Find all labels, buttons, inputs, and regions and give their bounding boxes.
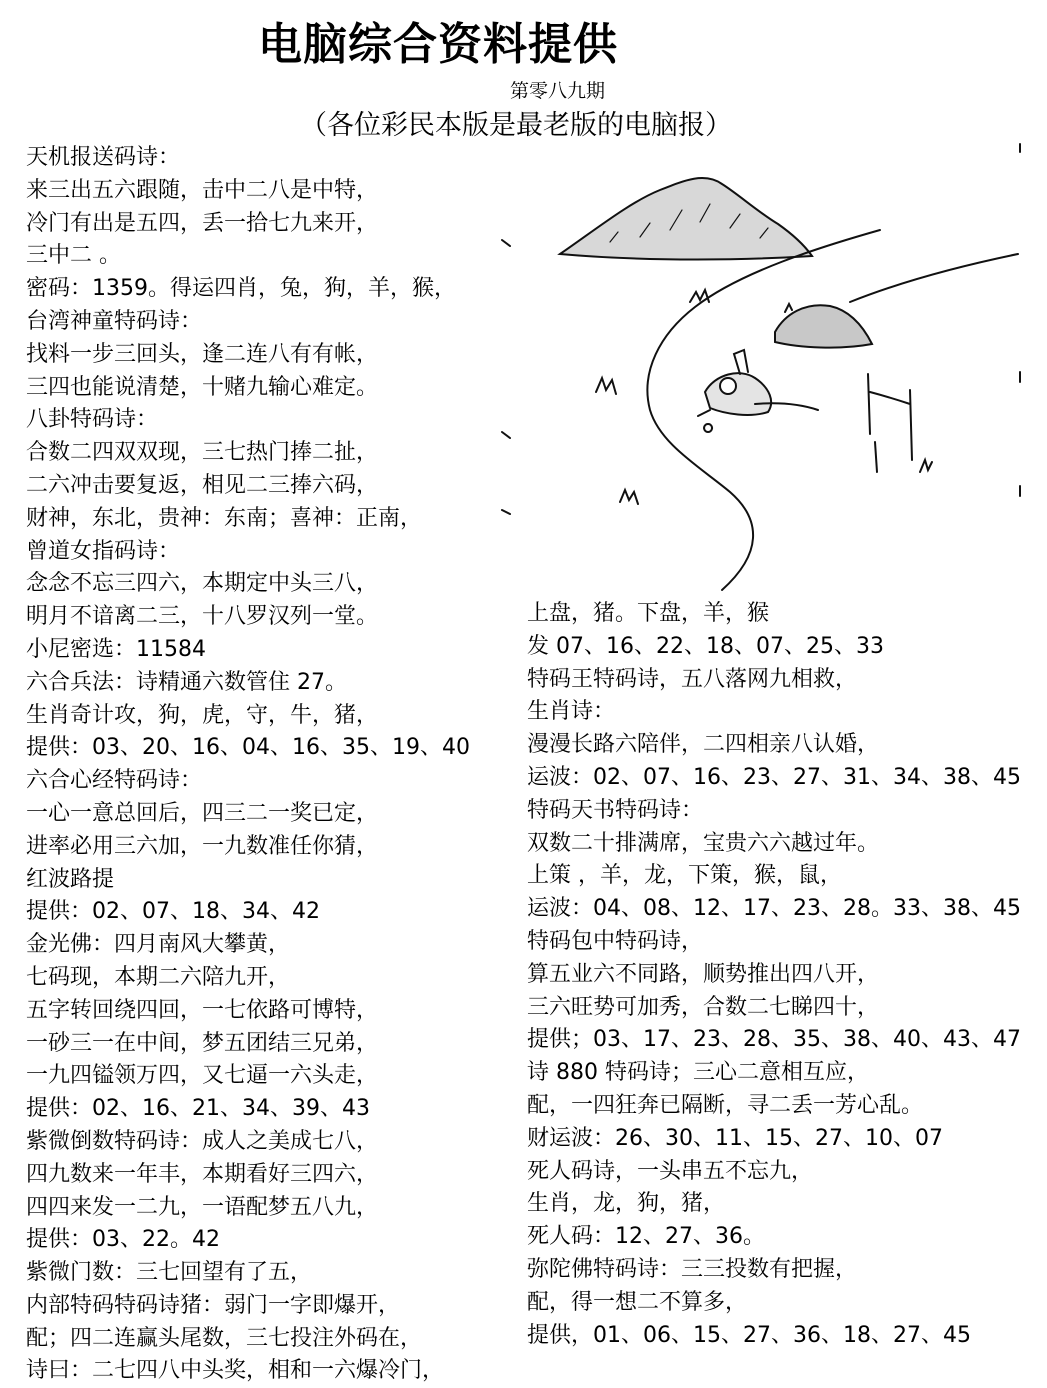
text-line: 提供；03、17、23、28、35、38、40、43、47 (527, 1027, 1021, 1053)
text-line: 六合兵法：诗精通六数管住 27。 (26, 669, 347, 695)
text-line: 台湾神童特码诗： (26, 308, 203, 334)
text-line: 财神，东北，贵神：东南；喜神：正南， (26, 505, 423, 531)
text-line: 七码现，本期二六陪九开， (26, 964, 291, 990)
text-line: 财运波：26、30、11、15、27、10、07 (527, 1125, 943, 1151)
text-line: 配，得一想二不算多， (527, 1289, 748, 1315)
page-subtitle: （各位彩民本版是最老版的电脑报） (300, 110, 732, 141)
text-line: 六合心经特码诗： (26, 768, 203, 794)
text-line: 二六冲击要复返，相见二三捧六码， (26, 472, 379, 498)
text-line: 提供：02、16、21、34、39、43 (26, 1096, 370, 1122)
text-line: 上盘，猪。下盘，羊，猴 (527, 601, 770, 626)
text-line: 天机报送码诗： (26, 145, 181, 170)
page-title: 电脑综合资料提供 (258, 19, 618, 70)
text-line: 五字转回绕四回，一七依路可博特， (26, 997, 379, 1023)
text-line: 配；四二连赢头尾数，三七投注外码在， (26, 1325, 423, 1351)
text-line: 诗 880 特码诗；三心二意相互应， (527, 1060, 869, 1086)
text-line: 明月不谙离二三，十八罗汉列一堂。 (26, 604, 379, 630)
right-text-column (527, 598, 1027, 1352)
text-line: 八卦特码诗： (26, 407, 159, 433)
text-line: 念念不忘三四六，本期定中头三八， (26, 571, 379, 597)
text-line: 一砂三一在中间，梦五团结三兄弟， (26, 1030, 379, 1056)
text-line: 死人码诗，一头串五不忘九， (527, 1158, 814, 1184)
text-line: 四四来发一二九，一语配梦五八九， (26, 1194, 379, 1220)
text-line: 生肖诗： (527, 699, 616, 725)
text-line: 双数二十排满席，宝贵六六越过年。 (527, 830, 880, 856)
road-landscape-illustration (500, 142, 1025, 592)
text-line: 冷门有出是五四，丢一拾七九来开， (26, 210, 379, 236)
text-line: 密码：1359。得运四肖，兔，狗，羊，猴， (26, 276, 456, 302)
text-line: 紫微倒数特码诗：成人之美成七八， (26, 1128, 379, 1154)
text-line: 发 07、16、22、18、07、25、33 (527, 633, 884, 659)
text-line: 进率必用三六加，一九数准任你猜， (26, 833, 379, 859)
text-line: 曾道女指码诗： (26, 538, 181, 564)
text-line: 特码王特码诗，五八落网九相救， (527, 666, 858, 692)
text-line: 内部特码特码诗猪：弱门一字即爆开， (26, 1292, 401, 1318)
issue-number: 第零八九期 (510, 80, 606, 102)
text-line: 提供：03、22。42 (26, 1227, 220, 1253)
text-line: 三六旺势可加秀，合数二七睇四十， (527, 994, 880, 1020)
text-line: 红波路提 (26, 866, 115, 892)
text-line: 生肖，龙，狗，猪， (527, 1191, 726, 1217)
text-line: 弥陀佛特码诗：三三投数有把握， (527, 1256, 858, 1282)
text-line: 死人码：12、27、36。 (527, 1224, 765, 1250)
text-line: 漫漫长路六陪伴，二四相亲八认婚， (527, 732, 880, 758)
text-line: 三四也能说清楚，十赌九输心难定。 (26, 374, 379, 400)
left-text-column (26, 142, 496, 1388)
text-line: 提供：03、20、16、04、16、35、19、40 (26, 735, 470, 761)
text-line: 提供：02、07、18、34、42 (26, 899, 320, 925)
text-line: 合数二四双双现，三七热门捧二扯， (26, 440, 379, 466)
text-line: 诗曰：二七四八中头奖，相和一六爆冷门， (26, 1358, 445, 1384)
text-line: 算五业六不同路，顺势推出四八开， (527, 961, 880, 987)
text-line: 一心一意总回后，四三二一奖已定， (26, 800, 379, 826)
text-line: 三中二 。 (26, 243, 121, 269)
text-line: 来三出五六跟随，击中二八是中特， (26, 177, 379, 203)
text-line: 特码包中特码诗， (527, 928, 704, 954)
text-line: 生肖奇计攻，狗，虎，守，牛，猪， (26, 702, 379, 728)
text-line: 运波：04、08、12、17、23、28。33、38、45 (527, 896, 1021, 922)
text-line: 一九四镒领万四，又七逼一六头走， (26, 1063, 379, 1089)
text-line: 金光佛：四月南风大攀黄， (26, 932, 291, 958)
text-line: 运波：02、07、16、23、27、31、34、38、45 (527, 764, 1021, 790)
text-line: 配，一四狂奔已隔断，寻二丢一芳心乱。 (527, 1092, 924, 1118)
text-line: 找料一步三回头，逢二连八有有帐， (26, 341, 379, 367)
text-line: 小尼密选：11584 (26, 636, 206, 662)
text-line: 提供，01、06、15、27、36、18、27、45 (527, 1322, 971, 1348)
text-line: 四九数来一年丰，本期看好三四六， (26, 1161, 379, 1187)
text-line: 上策 ，羊，龙，下策，猴，鼠， (527, 863, 842, 889)
text-line: 特码天书特码诗： (527, 797, 704, 823)
text-line: 紫微门数：三七回望有了五， (26, 1260, 313, 1286)
